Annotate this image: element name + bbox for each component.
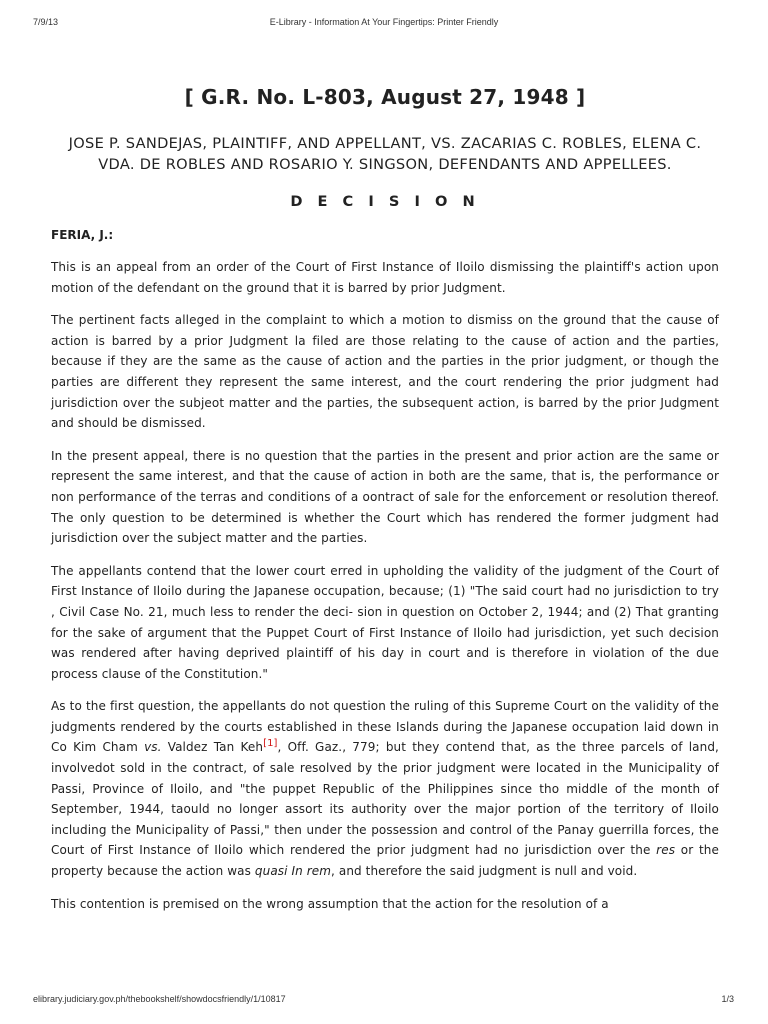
paragraph-5-text-b: Valdez Tan Keh [161,740,264,755]
paragraph-5 [51,696,719,881]
document-body [51,82,719,914]
paragraph-6: This contention is premised on the wrong assumption that the action for the resolution of a [51,896,609,911]
paragraph-5-text-e: , and therefore the said judgment is null and void. [331,864,638,879]
paragraph-5-res: res [656,843,676,858]
paragraph-4: The appellants contend that the lower court erred in upholding the validity of the judgment of the Court of First Instance of Iloilo during the Japanese occupation, because; (1) "The said court had no jurisdiction to try , Civil Case No. 21, much less to render the deci- sion in question on October 2, 1944; and (2) That granting for the sake of argument that the Puppet Court of First Instance of Iloilo had jurisdiction, yet such decision was rendered after having deprived plaintiff of his day in court and is therefore in violation of the due process clause of the Constitution." [51,563,719,681]
paragraph-1: This is an appeal from an order of the Court of First Instance of Iloilo dismissing the plaintiff's action upon motion of the defendant on the ground that it is barred by prior Judgment. [51,260,719,295]
paragraph-5-text-c: , Off. Gaz., 779; but they contend that, as the three parcels of land, involvedot sold in the contract, of sale resolved by the prior judgment were located in the Municipality of Passi, Province of Iloilo, and "the puppet Republic of the Philippines since tho middle of the month of September, 1944, taould no longer assort its authority over the major portion of the territory of Iloilo including the Municipality of Passi," then under the possession and control of the Panay guerrilla forces, the Court of First Instance of Iloilo which rendered the prior judgment had no jurisdiction over the [51,740,719,858]
print-header [0,17,768,31]
print-url: elibrary.judiciary.gov.ph/thebookshelf/showdocsfriendly/1/10817 [33,994,286,1004]
print-page-title: E-Library - Information At Your Fingertips: Printer Friendly [269,17,499,27]
page-number: 1/3 [721,994,734,1004]
case-title: [ G.R. No. L-803, August 27, 1948 ] [184,85,586,109]
paragraph-2: The pertinent facts alleged in the complaint to which a motion to dismiss on the ground that the cause of action is barred by a prior Judgment la filed are those relating to the cause of action and the parties, because if they are the same as the cause of action and the parties in the prior judgment, or though the parties are different they represent the same interest, and the court rendering the prior judgment had jurisdiction over the subjeot matter and the parties, the subsequent action, is barred by the prior Judgment and should be dismissed. [51,313,719,431]
paragraph-5-vs: vs. [144,740,162,755]
footnote-link[interactable]: [1] [263,738,278,750]
paragraph-5-text-a: As to the first question, the appellants do not question the ruling of this Supreme Court on the validity of the judgments rendered by the courts established in these Islands during the Japanese occupation laid down in Co Kim Cham [51,699,719,755]
case-parties: JOSE P. SANDEJAS, PLAINTIFF, AND APPELLANT, VS. ZACARIAS C. ROBLES, ELENA C. VDA. DE ROBLES AND ROSARIO Y. SINGSON, DEFENDANTS AND APPELLEES. [68,135,702,173]
ponente: FERIA, J.: [51,228,114,242]
decision-heading: D E C I S I O N [290,193,480,210]
print-footer [0,994,768,1008]
print-date: 7/9/13 [33,17,59,27]
paragraph-3: In the present appeal, there is no question that the parties in the present and prior action are the same or represent the same interest, and that the cause of action in both are the same, that is, the performance or non performance of the terras and conditions of a oontract of sale for the enforcement or resolution thereof. The only question to be determined is whether the Court which has rendered the former judgment had jurisdiction over the subject matter and the parties. [51,448,719,546]
paragraph-5-quasi: quasi In rem [254,864,332,879]
paragraph-5-text-d: or the property because the action was [51,843,719,879]
